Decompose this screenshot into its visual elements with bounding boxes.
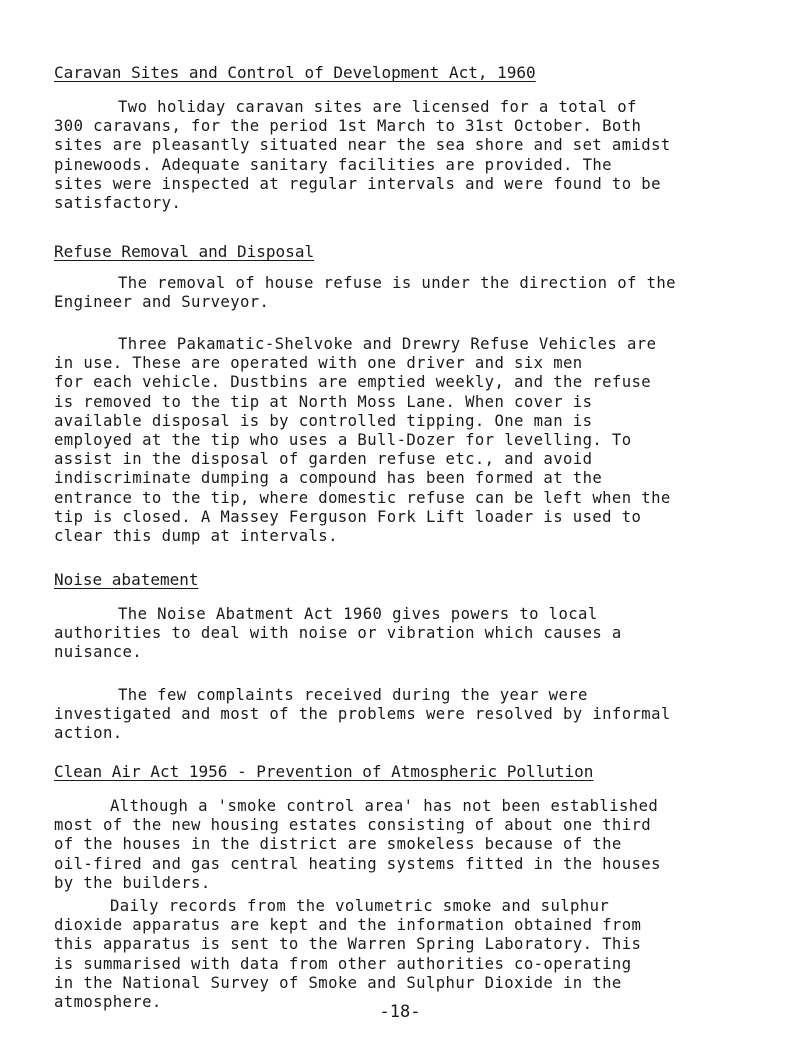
- paragraph-noise-act: The Noise Abatment Act 1960 gives powers to local authorities to deal with noise or vibration which causes a nuisance.: [54, 605, 622, 662]
- paragraph-refuse-vehicles: Three Pakamatic-Shelvoke and Drewry Refuse Vehicles are in use. These are operated with one driver and six men for each vehicle. Dustbins are emptied weekly, and the refuse is removed to the tip at North Moss Lane. When cover is available disposal is by controlled tipping. One man is employed at the tip who uses a Bull-Dozer for levelling. To assist in the disposal of garden refuse etc., and avoid indiscriminate dumping a compound has been formed at the entrance to the tip, where domestic refuse can be left when the tip is closed. A Massey Ferguson Fork Lift loader is used to clear this dump at intervals.: [54, 335, 671, 546]
- heading-clean-air: Clean Air Act 1956 - Prevention of Atmospheric Pollution: [54, 762, 594, 781]
- paragraph-caravan-sites: Two holiday caravan sites are licensed for a total of 300 caravans, for the period 1st March to 31st October. Both sites are pleasantly situated near the sea shore and set amidst pinewoods. Adequate sanitary facilities are provided. The sites were inspected at regular intervals and were found to be satisfactory.: [54, 98, 671, 213]
- page-number: -18-: [379, 1002, 421, 1022]
- paragraph-daily-records: Daily records from the volumetric smoke and sulphur dioxide apparatus are kept and the information obtained from this apparatus is sent to the Warren Spring Laboratory. This is summarised with data from other authorities co-operating in the National Survey of Smoke and Sulphur Dioxide in the atmosphere.: [54, 897, 642, 1012]
- heading-refuse-removal: Refuse Removal and Disposal: [54, 242, 315, 261]
- heading-caravan-sites: Caravan Sites and Control of Development Act, 1960: [54, 63, 536, 82]
- paragraph-refuse-direction: The removal of house refuse is under the direction of the Engineer and Surveyor.: [54, 274, 676, 312]
- paragraph-noise-complaints: The few complaints received during the year were investigated and most of the problems were resolved by informal action.: [54, 686, 671, 743]
- heading-noise-abatement: Noise abatement: [54, 570, 199, 589]
- paragraph-smoke-control: Although a 'smoke control area' has not been established most of the new housing estates consisting of about one third of the houses in the district are smokeless because of the oil-fired and gas central heating systems fitted in the houses by the builders.: [54, 797, 661, 892]
